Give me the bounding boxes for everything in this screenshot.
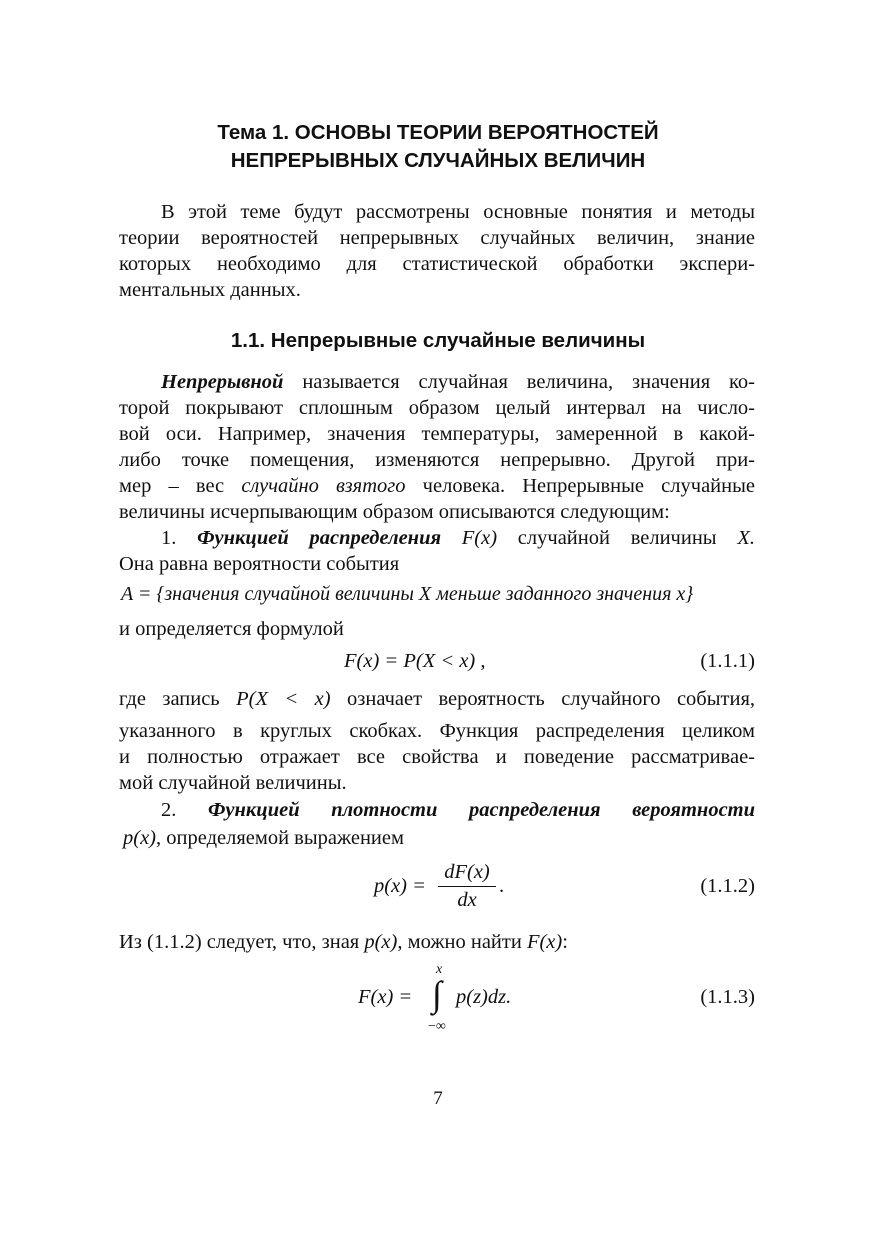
para1-line-6: величины исчерпывающим образом описываются следующим: <box>119 501 670 523</box>
formula-1-1-2-lhs: p(x) = <box>374 875 426 897</box>
after1-line-3: и полностью отражает все свойства и поведение рассматривае- <box>119 746 755 768</box>
integral-lower-limit: −∞ <box>428 1019 446 1034</box>
formula-number-1-1-1: (1.1.1) <box>700 650 755 672</box>
term-distribution-function: Функцией распределения <box>197 527 442 549</box>
chapter-title-line-1: Тема 1. ОСНОВЫ ТЕОРИИ ВЕРОЯТНОСТЕЙ <box>217 121 659 144</box>
fraction-denominator: dx <box>457 889 477 911</box>
fraction-numerator: dF(x) <box>444 861 490 883</box>
after1-line-2: указанного в круглых скобках. Функция распределения целиком <box>119 720 755 742</box>
term-density-function: Функцией плотности распределения вероятности <box>208 799 756 821</box>
intro-line-1: В этой теме будут рассмотрены основные понятия и методы <box>161 201 755 223</box>
para1-line-2: торой покрывают сплошным образом целый интервал на число- <box>119 397 755 419</box>
integral-sign: ∫ <box>432 974 442 1014</box>
chapter-title-line-2: НЕПРЕРЫВНЫХ СЛУЧАЙНЫХ ВЕЛИЧИН <box>230 149 646 172</box>
para1-line-1: Непрерывной называется случайная величина, значения ко- <box>161 371 755 393</box>
formula-number-1-1-3: (1.1.3) <box>700 986 755 1008</box>
after1-line-1: где запись P(X < x) означает вероятность случайного события, <box>119 688 755 710</box>
item1-line-4: и определяется формулой <box>119 618 344 640</box>
integrand: p(z)dz. <box>456 986 512 1008</box>
intro-line-2: теории вероятностей непрерывных случайных величин, знание <box>119 227 755 249</box>
formula-1-1-2-fraction <box>438 861 496 912</box>
para1-line-4: либо точке помещения, изменяются непрерывно. Другой при- <box>119 449 755 471</box>
para1-line-3: вой оси. Например, значения температуры, замеренной в какой- <box>119 423 755 445</box>
item1-line-2: Она равна вероятности события <box>119 553 400 575</box>
fraction-bar <box>438 886 496 887</box>
formula-1-1-1: F(x) = P(X < x) , <box>344 650 486 672</box>
follow-line: Из (1.1.2) следует, что, зная p(x), можно найти F(x): <box>119 931 568 953</box>
item1-line-1: 1. Функцией распределения F(x) случайной величины X. <box>161 527 755 549</box>
section-title: 1.1. Непрерывные случайные величины <box>230 329 646 352</box>
item2-line-1: 2. Функцией плотности распределения вероятности <box>161 799 756 821</box>
formula-number-1-1-2: (1.1.2) <box>700 875 755 897</box>
item2-line-2: p(x), определяемой выражением <box>123 827 404 849</box>
intro-line-4: ментальных данных. <box>119 279 301 301</box>
para1-line-5: мер – вес случайно взятого человека. Непрерывные случайные <box>119 475 755 497</box>
formula-1-1-2-period: . <box>499 875 505 897</box>
formula-1-1-3-lhs: F(x) = <box>358 986 413 1008</box>
after1-line-4: мой случайной величины. <box>119 772 347 794</box>
integral-upper-limit: x <box>436 962 443 977</box>
term-continuous: Непрерывной <box>161 371 284 393</box>
event-definition: A = {значения случайной величины X меньше заданного значения x} <box>121 583 694 605</box>
intro-line-3: которых необходимо для статистической обработки экспери- <box>119 253 755 275</box>
page-number: 7 <box>433 1088 443 1109</box>
